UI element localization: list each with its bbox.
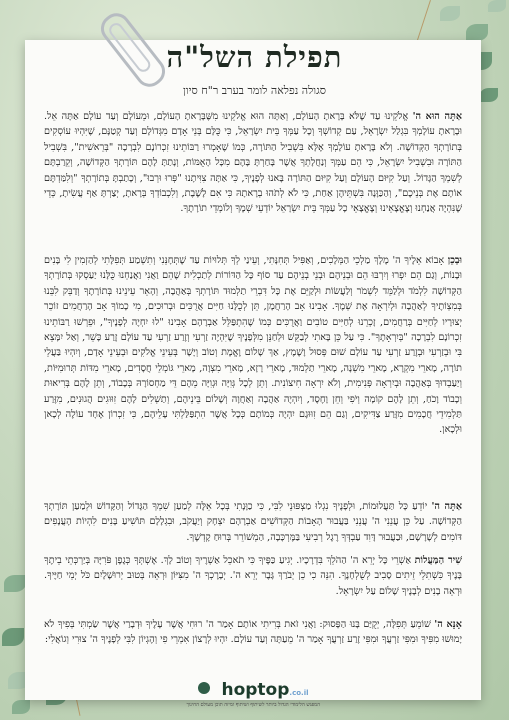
logo-name-text: hoptop	[221, 680, 290, 700]
page-subtitle: סגולה נפלאה לומר בערב ר"ח סיון	[183, 84, 326, 97]
prayer-paragraph	[44, 553, 462, 599]
paragraph-body: יוֹדֵעַ כָּל תַּעֲלוּמוֹת, וּלְפָנֶיךָ נִגְלוּ מַצְפּוּנֵי לִבִּי, כִּי כַוָּנָתִי בְּכָל אֵלֶּה לְמַעַן שִׁמְךָ הַגָּדוֹל וְהַקָּדוֹשׁ וּלְמַעַן תּוֹרָתְךָ הַקְּדוֹשָׁה. עַל כֵּן עֲנֵנִי ה' עֲנֵנִי בַּעֲבוּר הָאָבוֹת הַקְּדוֹשִׁים אַבְרָהָם יִצְחָק וְיַעֲקֹב, וּבִגְלָלָם תּוֹשִׁיעַ בָּנִים לִהְיוֹת הָעֲנָפִים דּוֹמִים לְשָׁרָשָׁם, וּבַעֲבוּר דָּוִד עַבְדְּךָ רֶגֶל רְבִיעִי בַּמֶּרְכָּבָה, הַמְשׁוֹרֵר בְּרוּחַ קָדְשֶׁךָ.	[44, 501, 462, 543]
paragraph-body: אַשְׁרֵי כָּל יְרֵא ה' הַהֹלֵךְ בִּדְרָכָיו. יְגִיעַ כַּפֶּיךָ כִּי תֹאכֵל אַשְׁרֶיךָ וְטוֹב לָךְ. אֶשְׁתְּךָ כְּגֶפֶן פֹּרִיָּה בְּיַרְכְּתֵי בֵיתֶךָ בָּנֶיךָ כִּשְׁתִלֵי זֵיתִים סָבִיב לְשֻׁלְחָנֶךָ. הִנֵּה כִי כֵן יְבֹרַךְ גָּבֶר יְרֵא ה'. יְבָרֶכְךָ ה' מִצִּיּוֹן וּרְאֵה בְּטוּב יְרוּשָׁלָיִם כֹּל יְמֵי חַיֶּיךָ. וּרְאֵה בָנִים לְבָנֶיךָ שָׁלוֹם עַל יִשְׂרָאֵל.	[44, 555, 462, 597]
prayer-paragraph	[44, 253, 462, 438]
leaf-decoration	[440, 6, 460, 21]
prayer-paragraph	[44, 617, 462, 648]
paragraph-lead: שִׁיר הַמַּעֲלוֹת	[414, 555, 462, 566]
logo-badge-icon	[198, 682, 210, 694]
leaf-decoration	[4, 575, 26, 592]
hoptop-logo	[186, 680, 320, 711]
paragraph-body: שׁוֹמֵעַ תְּפִלָּה, יְקֻיַּם בָּנוּ הַפָּסוּק: וַאֲנִי זֹאת בְּרִיתִי אוֹתָם אָמַר ה' רוּחִי אֲשֶׁר עָלֶיךָ וּדְבָרַי אֲשֶׁר שַׂמְתִּי בְּפִיךָ לֹא יָמוּשׁוּ מִפִּיךָ וּמִפִּי זַרְעֲךָ וּמִפִּי זֶרַע זַרְעֲךָ אָמַר ה' מֵעַתָּה וְעַד עוֹלָם. יִהְיוּ לְרָצוֹן אִמְרֵי פִי וְהֶגְיוֹן לִבִּי לְפָנֶיךָ ה' צוּרִי וְגוֹאֲלִי:	[44, 619, 462, 646]
prayer-paragraph	[44, 109, 462, 217]
leaf-decoration	[12, 700, 30, 714]
paragraph-lead: אַתָּה הוּא ה'	[412, 111, 462, 122]
paragraph-lead: וּבְכֵן	[447, 255, 462, 266]
page-title: תפילת השל"ה	[166, 40, 343, 74]
paragraph-lead: אָנָּא ה'	[434, 619, 462, 630]
logo-wordmark	[210, 681, 320, 702]
leaf-decoration	[488, 0, 506, 12]
prayer-paragraph	[44, 499, 462, 545]
paragraph-body: אָבוֹא אֵלֶיךָ ה' מֶלֶךְ מַלְכֵי הַמְּלָכִים, וְאַפִּיל תְּחִנָּתִי, וְעֵינַי לְךָ תְּלוּיוֹת עַד שֶׁתְּחָנֵּנִי וְתִשְׁמַע תְּפִלָּתִי לְהַזְמִין לִי בָּנִים וּבָנוֹת, וְגַם הֵם יִפְרוּ וְיִרְבּוּ הֵם וּבְנֵיהֶם וּבְנֵי בְנֵיהֶם עַד סוֹף כָּל הַדּוֹרוֹת לְתַכְלִית שֶׁהֵם וַאֲנִי וַאֲנַחְנוּ כֻּלָּנוּ יַעַסְקוּ בְּתוֹרָתְךָ הַקְּדוֹשָׁה לִלְמֹד וּלְלַמֵּד לִשְׁמֹר וְלַעֲשׂוֹת וּלְקַיֵּם אֶת כָּל דִּבְרֵי תַלְמוּד תּוֹרָתְךָ בְּאַהֲבָה, וְהָאֵר עֵינֵינוּ בְּתוֹרָתֶךָ וְדַבֵּק לִבֵּנוּ בְּמִצְוֹתֶיךָ לְאַהֲבָה וּלְיִרְאָה אֶת שְׁמֶךָ. אָבִינוּ אָב הָרַחֲמָן, תֵּן לְכֻלָּנוּ חַיִּים אֲרֻכִּים וּבְרוּכִים, מִי כָמוֹךָ אָב הָרַחֲמִים זוֹכֵר יְצוּרָיו לְחַיִּים בְּרַחֲמִים, זָכְרֵנוּ לְחַיִּים טוֹבִים וַאֲרֻכִּים כְּמוֹ שֶׁהִתְפַּלֵּל אַבְרָהָם אָבִינוּ "לוּ יִחְיֶה לְפָנֶיךָ", וּפֵרְשׁוּ רַבּוֹתֵינוּ זִכְרוֹנָם לִבְרָכָה "בְּיִרְאָתֶךָ". כִּי עַל כֵּן בָּאתִי לְבַקֵּשׁ וּלְחַנֵּן מִלְּפָנֶיךָ שֶׁיִּהְיֶה זַרְעִי וְזֶרַע זַרְעִי עַד עוֹלָם זֶרַע כָּשֵׁר, וְאַל יִמָּצֵא בִּי וּבְזַרְעִי וּבְזֶרַע זַרְעִי עַד עוֹלָם שׁוּם פְּסוּל וָשֶׁמֶץ, אַךְ שָׁלוֹם וֶאֱמֶת וְטוֹב וְיָשָׁר בְּעֵינֵי אֱלֹקִים וּבְעֵינֵי אָדָם, וְיִהְיוּ בַּעֲלֵי תוֹרָה, מָארֵי מִקְרָא, מָארֵי מִשְׁנָה, מָארֵי תַלְמוּד, מָארֵי רָזָא, מָארֵי מִצְוָה, מָארֵי גּוֹמְלֵי חֲסָדִים, מָארֵי מִדּוֹת תְּרוּמִיּוֹת, וְיַעַבְדוּךָ בְּאַהֲבָה וּבְיִרְאָה פְּנִימִית, וְלֹא יִרְאָה חִיצוֹנִית. וְתֵן לְכָל גְּוִיָּה וּגְוִיָּה מֵהֶם דֵּי מַחְסוֹרָהּ בְּכָבוֹד, וְתֵן לָהֶם בְּרִיאוּת וְכָבוֹד וָכֹחַ, וְתֵן לָהֶם קוֹמָה וְיֹפִי וְחֵן וָחֶסֶד, וְיִהְיֶה אַהֲבָה וְאַחֲוָה וְשָׁלוֹם בֵּינֵיהֶם, וְתַשְׁלִים לָהֶם זִוּוּגִים הֲגוּנִים, מִזֶּרַע תַּלְמִידֵי חֲכָמִים מִזֶּרַע צַדִּיקִים, וְגַם הֵם זִוּוּגָם יִהְיֶה כְּמוֹתָם כְּכָל אֲשֶׁר הִתְפַּלַּלְתִּי עָלֵיהֶם, כִּי זִכְרוֹן אֶחָד עוֹלֶה לְכָאן וּלְכָאן.	[44, 255, 462, 436]
leaf-decoration	[2, 628, 24, 646]
paragraph-body: אֱלֹקֵינוּ עַד שֶׁלֹּא בָּרָאתָ הָעוֹלָם, וְאַתָּה הוּא אֱלֹקֵינוּ מִשֶּׁבָּרָאתָ הָעוֹלָם, וּמֵעוֹלָם וְעַד עוֹלָם אַתָּה אֵל. וּבָרָאתָ עוֹלָמְךָ בִּגְלַל יִשְׂרָאֵל, עַם קְדוֹשְׁךָ וְכָל עַמְּךָ בֵּית יִשְׂרָאֵל, כִּי כֻּלָּם בְּנֵי אָדָם מִגְּדוֹלָם וְעַד קְטַנָּם, שֶׁיִּהְיוּ עוֹסְקִים בְּתוֹרָתְךָ הַקְּדוֹשָׁה. וְלֹא בָּרָאתָ עוֹלָמְךָ אֶלָּא בִּשְׁבִיל הַתּוֹרָה, כְּמוֹ שֶׁאָמְרוּ רַבּוֹתֵינוּ זִכְרוֹנָם לִבְרָכָה "בְּרֵאשִׁית", בִּשְׁבִיל הַתּוֹרָה וּבִשְׁבִיל יִשְׂרָאֵל, כִּי הֵם עַמְּךָ וְנַחֲלָתְךָ אֲשֶׁר בָּחַרְתָּ בָּהֶם מִכָּל הָאֻמּוֹת, וְנָתַתָּ לָהֶם תּוֹרָתְךָ הַקְּדוֹשָׁה, וְקֵרַבְתָּם לְשִׁמְךָ הַגָּדוֹל. וְעַל קִיּוּם הָעוֹלָם וְעַל קִיּוּם הַתּוֹרָה בָּאנוּ לְפָנֶיךָ, כִּי אַתָּה צִוִּיתָנוּ "פְּרוּ וּרְבוּ", וְכָתַבְתָּ בְּתוֹרָתְךָ "וְלִמַּדְתֶּם אוֹתָם אֶת בְּנֵיכֶם", וְהַכַּוָּנָה בִּשְׁתֵּיהֶן אַחַת, כִּי לֹא לְתֹהוּ בְרָאתָהּ כִּי אִם לָשֶׁבֶת, וְלִכְבוֹדְךָ בְּרָאתָ, יְצַרְתָּ אַף עֲשִׂיתָ, כְּדֵי שֶׁנִּהְיֶה אֲנַחְנוּ וְצֶאֱצָאֵינוּ וְצֶאֱצָאֵי כָל עַמְּךָ בֵּית יִשְׂרָאֵל יוֹדְעֵי שְׁמֶךָ וְלוֹמְדֵי תוֹרָתֶךָ.	[44, 111, 462, 215]
logo-suffix-text: .co.il	[289, 689, 309, 697]
logo-tagline: המפגש הלימודי הגדול ביותר לשיתוף ושיתוף ומיזה תוכן מעולם החינוך	[186, 702, 320, 708]
leaf-decoration	[466, 24, 488, 41]
paragraph-lead: אַתָּה ה'	[431, 501, 462, 512]
